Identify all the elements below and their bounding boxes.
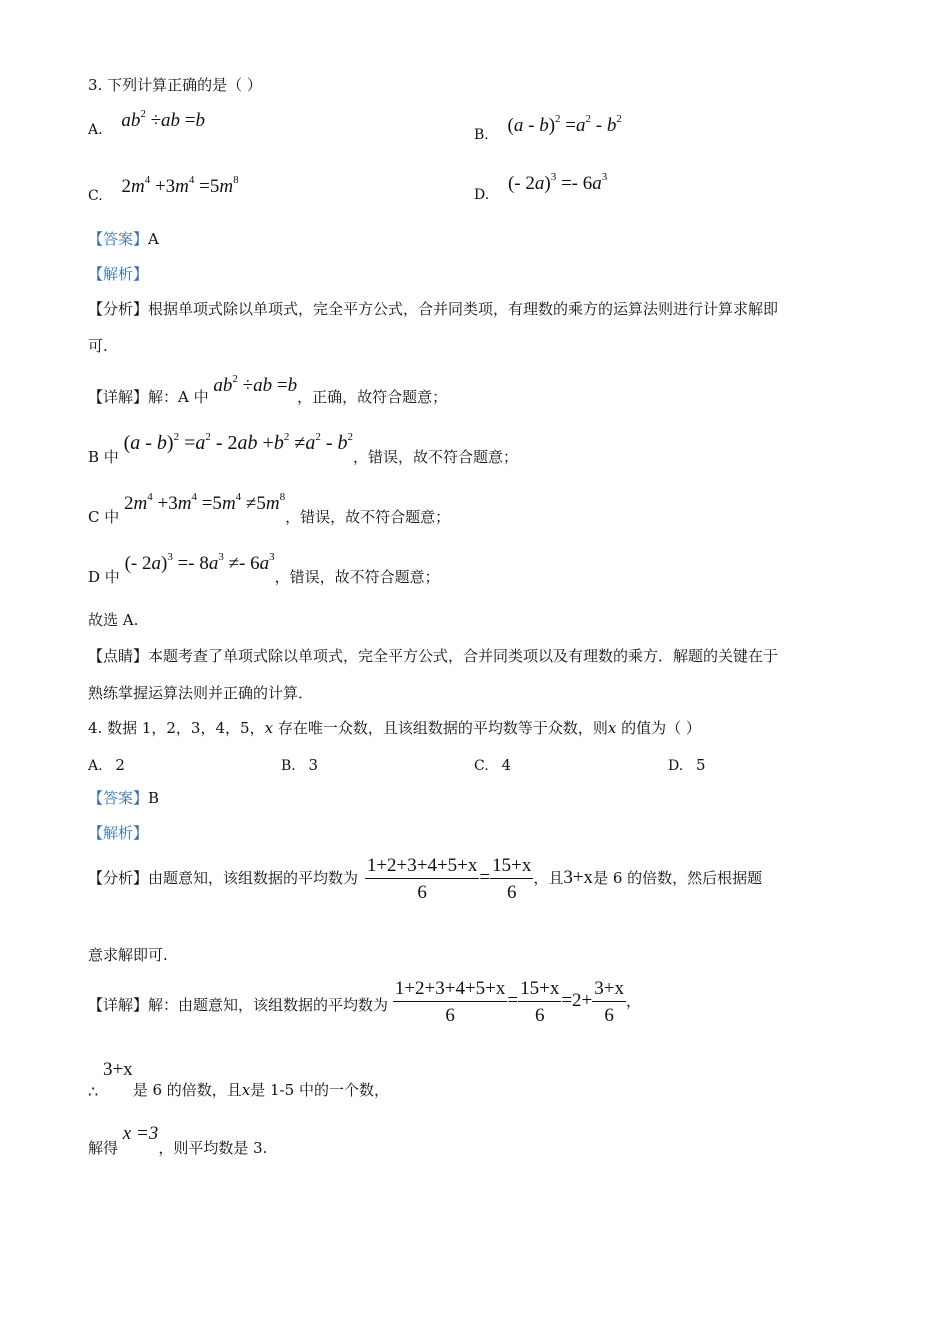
q4-therefore-line [88, 1059, 389, 1101]
option-label: A. [88, 758, 103, 774]
detail-d-expr: (- $2a)^3 =- 8a^3 \ne- 6a^3$ [124, 551, 275, 574]
q3-detail-d [88, 551, 440, 586]
detail-a-suffix: ，正确，故符合题意； [297, 388, 448, 406]
answer-tag: 【答案】 [88, 230, 149, 248]
q4-option-d [668, 756, 706, 774]
q3-detail-a [88, 373, 448, 406]
q3-detail-b [88, 431, 518, 466]
q3-conclusion: 故选 A. [88, 611, 139, 629]
q3-analysis-tag: 【解析】 [88, 265, 149, 283]
answer-value: A [148, 230, 159, 248]
option-b-expr: $(a - b)^2 =a^2 - b^2$ [507, 113, 622, 136]
option-value: 5 [695, 756, 706, 774]
q3-fenxi-line1 [88, 302, 778, 317]
therefore-var: x [241, 1081, 251, 1099]
q4-analysis-tag: 【解析】 [88, 824, 149, 842]
solve-text: ，则平均数是 3. [158, 1139, 268, 1157]
q3-option-b [474, 113, 622, 143]
detail-b-suffix: ，错误，故不符合题意； [352, 448, 518, 466]
solve-text: 解得 [88, 1139, 119, 1157]
option-c-expr: $2m^4 +3m^4 =5m^8$ [121, 174, 239, 197]
q4-solve-line [88, 1123, 268, 1157]
option-d-expr: (- $2a)^3 =- 6a^3$ [507, 171, 608, 194]
q3-stem: 3. 下列计算正确的是（ ） [88, 76, 262, 94]
fraction-denominator: 6 [534, 1005, 545, 1026]
detail-b-prefix: B 中 [88, 448, 119, 466]
detail-a-expr: $ab^2 \div ab =b$ [213, 373, 298, 396]
detail-d-prefix: D 中 [88, 568, 120, 586]
fraction-denominator: 6 [417, 882, 427, 903]
q3-option-c [88, 174, 239, 204]
q3-fenxi-line2: 可. [88, 337, 108, 355]
q4-detail-line1 [88, 979, 641, 1025]
detail-text: ， [625, 992, 641, 1010]
fenxi-text: 是 6 的倍数，然后根据题 [593, 869, 763, 887]
therefore-text: 是 1-5 中的一个数， [250, 1081, 389, 1099]
option-label: D. [668, 758, 684, 774]
q4-answer [88, 791, 159, 806]
fraction-denominator: 6 [445, 1005, 455, 1026]
answer-tag: 【答案】 [88, 789, 149, 807]
option-label: A. [88, 122, 103, 138]
mean-fraction-simplified [490, 856, 533, 902]
q3-option-d [474, 171, 608, 203]
dianjing-tag: 【点睛】 [88, 647, 149, 665]
q4-fenxi-line1 [88, 856, 762, 902]
q4-fenxi-line2: 意求解即可. [88, 946, 168, 964]
detail-b-expr: $(a - b)^2 =a^2 - 2ab +b^2 \ne a^2 - b^2$ [123, 431, 353, 454]
equals-sign: = [479, 867, 491, 888]
q3-dianjing-line1 [88, 649, 778, 664]
q3-dianjing-line2: 熟练掌握运算法则并正确的计算． [88, 684, 314, 702]
fraction-numerator: 3+x [592, 979, 626, 1002]
equals-sign: = [561, 990, 573, 1011]
fenxi-text: ，且 [533, 869, 564, 887]
dianjing-text: 本题考查了单项式除以单项式，完全平方公式，合并同类项以及有理数的乘方．解题的关键在于 [148, 647, 779, 665]
detail-c-expr: $2m^4 +3m^4 =5m^4 \ne 5m^8$ [124, 491, 286, 514]
detail-text: 解：由题意知，该组数据的平均数为 [148, 996, 389, 1014]
fraction-numerator: 1+2+3+4+5+x [365, 856, 480, 879]
option-label: B. [474, 127, 489, 143]
therefore-expr: 3+x [102, 1059, 133, 1080]
whole-part: 2 [572, 990, 582, 1011]
option-label: B. [281, 758, 296, 774]
option-value: 3 [308, 756, 319, 774]
fraction-numerator: 1+2+3+4+5+x [393, 979, 508, 1002]
stem-part: 4. 数据 1，2，3，4，5， [88, 719, 265, 737]
option-value: 4 [501, 756, 511, 774]
option-label: C. [474, 758, 489, 774]
detail-c-prefix: C 中 [88, 508, 120, 526]
fenxi-text: 根据单项式除以单项式，完全平方公式，合并同类项，有理数的乘方的运算法则进行计算求解即 [148, 300, 779, 318]
solve-expr: x =3 [122, 1123, 159, 1144]
q3-answer [88, 232, 159, 247]
equals-sign: = [507, 990, 519, 1011]
answer-value: B [148, 789, 160, 807]
fraction-denominator: 6 [604, 1005, 614, 1026]
fraction-numerator: 15+x [490, 856, 533, 879]
q3-option-a [88, 108, 205, 140]
mean-fraction [365, 856, 480, 902]
q4-option-a [88, 756, 125, 774]
detail-c-suffix: ，错误，故不符合题意； [285, 508, 451, 526]
q4-option-c [474, 756, 511, 774]
q3-detail-c [88, 491, 451, 526]
detail-a-prefix: 解：A 中 [148, 388, 209, 406]
q4-option-b [281, 756, 318, 774]
stem-part: 存在唯一众数，且该组数据的平均数等于众数，则 [273, 719, 608, 737]
mean-fraction [393, 979, 508, 1025]
stem-part: 的值为（ ） [616, 719, 701, 737]
plus-sign: + [581, 990, 593, 1011]
therefore-symbol: ∴ [88, 1084, 99, 1101]
option-a-expr: $ab^2 \div ab =b$ [121, 108, 205, 131]
xiangjie-tag: 【详解】 [88, 388, 149, 406]
fenxi-text: 由题意知，该组数据的平均数为 [148, 869, 359, 887]
option-label: C. [88, 188, 103, 204]
stem-var: x [607, 719, 617, 737]
fraction-numerator: 15+x [518, 979, 561, 1002]
q4-stem [88, 721, 701, 736]
remainder-fraction [592, 979, 626, 1025]
fenxi-expr: 3+x [563, 867, 594, 888]
option-value: 2 [115, 756, 125, 774]
therefore-text: 是 6 的倍数，且 [132, 1081, 242, 1099]
xiangjie-tag: 【详解】 [88, 996, 149, 1014]
stem-var: x [264, 719, 274, 737]
option-label: D. [474, 187, 490, 203]
detail-d-suffix: ，错误，故不符合题意； [274, 568, 440, 586]
fraction-denominator: 6 [506, 882, 517, 903]
fenxi-tag: 【分析】 [88, 869, 149, 887]
fenxi-tag: 【分析】 [88, 300, 149, 318]
mean-fraction-simplified [518, 979, 561, 1025]
